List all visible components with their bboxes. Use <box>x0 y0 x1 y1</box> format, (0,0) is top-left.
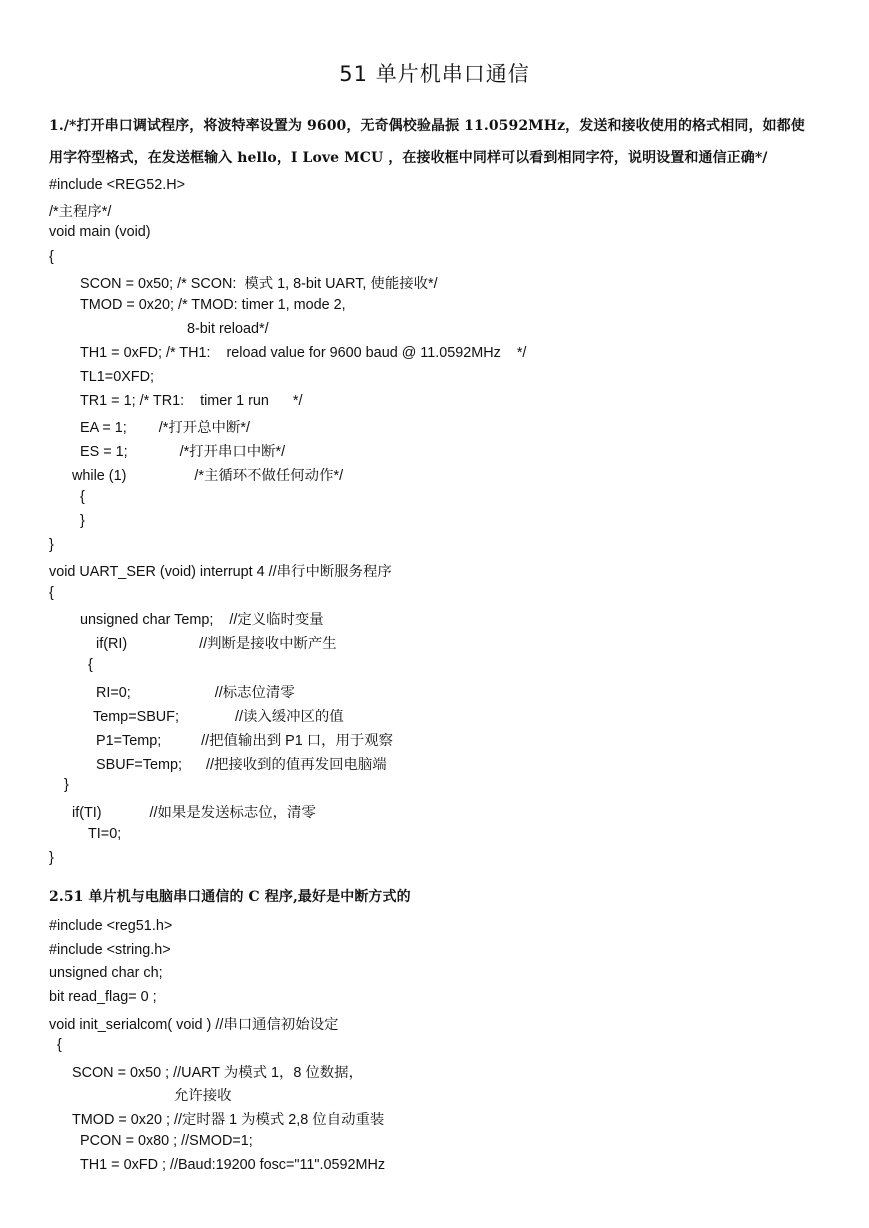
code-line: { <box>49 585 54 601</box>
code-line: unsigned char Temp; //定义临时变量 <box>80 612 324 628</box>
section-1-heading-line-2: 用字符型格式，在发送框输入 hello，I Love MCU ，在接收框中同样可以看到相同字符，说明设置和通信正确*/ <box>49 150 768 166</box>
code-line: TMOD = 0x20; /* TMOD: timer 1, mode 2, <box>80 297 346 313</box>
code-line: SBUF=Temp; //把接收到的值再发回电脑端 <box>96 757 387 773</box>
code-line: bit read_flag= 0 ; <box>49 989 157 1005</box>
code-line: 8-bit reload*/ <box>187 321 269 337</box>
code-line: SCON = 0x50 ; //UART 为模式 1，8 位数据， <box>72 1065 363 1081</box>
code-line: P1=Temp; //把值输出到 P1 口，用于观察 <box>96 733 394 749</box>
code-line: void init_serialcom( void ) //串口通信初始设定 <box>49 1017 339 1033</box>
code-line: } <box>64 777 69 793</box>
code-line: { <box>88 657 93 673</box>
code-line: TMOD = 0x20 ; //定时器 1 为模式 2,8 位自动重装 <box>72 1112 385 1128</box>
code-line: } <box>80 513 85 529</box>
code-line: TH1 = 0xFD ; //Baud:19200 fosc="11".0592MHz <box>80 1157 386 1173</box>
code-line: } <box>49 850 54 866</box>
section-1-heading-line-1: 1./*打开串口调试程序，将波特率设置为 9600，无奇偶校验晶振 11.0592MHz，发送和接收使用的格式相同，如都使 <box>49 118 805 134</box>
code-line: Temp=SBUF; //读入缓冲区的值 <box>93 709 344 725</box>
code-line: 允许接收 <box>174 1088 232 1104</box>
code-line: /*主程序*/ <box>49 204 112 220</box>
code-line: ES = 1; /*打开串口中断*/ <box>80 444 286 460</box>
code-line: unsigned char ch; <box>49 965 163 981</box>
code-line: #include <reg51.h> <box>49 918 173 934</box>
code-line: #include <string.h> <box>49 942 171 958</box>
code-line: void main (void) <box>49 224 151 240</box>
code-line: PCON = 0x80 ; //SMOD=1; <box>80 1133 253 1149</box>
code-line: TR1 = 1; /* TR1: timer 1 run */ <box>80 393 303 409</box>
code-line: #include <REG52.H> <box>49 177 185 193</box>
code-line: } <box>49 537 54 553</box>
code-line: TI=0; <box>88 826 122 842</box>
code-line: RI=0; //标志位清零 <box>96 685 295 701</box>
code-line: SCON = 0x50; /* SCON: 模式 1, 8-bit UART, 使能接收*/ <box>80 276 438 292</box>
code-line: { <box>80 489 85 505</box>
code-line: TH1 = 0xFD; /* TH1: reload value for 9600 baud @ 11.0592MHz */ <box>80 345 527 361</box>
code-line: if(RI) //判断是接收中断产生 <box>96 636 337 652</box>
section-2-heading: 2.51 单片机与电脑串口通信的 C 程序,最好是中断方式的 <box>49 889 411 905</box>
code-line: void UART_SER (void) interrupt 4 //串行中断服务程序 <box>49 564 392 580</box>
code-line: if(TI) //如果是发送标志位，清零 <box>72 805 316 821</box>
code-line: { <box>49 249 54 265</box>
code-line: TL1=0XFD; <box>80 369 154 385</box>
code-line: while (1) /*主循环不做任何动作*/ <box>72 468 344 484</box>
code-line: EA = 1; /*打开总中断*/ <box>80 420 250 436</box>
code-line: { <box>57 1037 62 1053</box>
document-title: 51 单片机串口通信 <box>339 62 530 86</box>
